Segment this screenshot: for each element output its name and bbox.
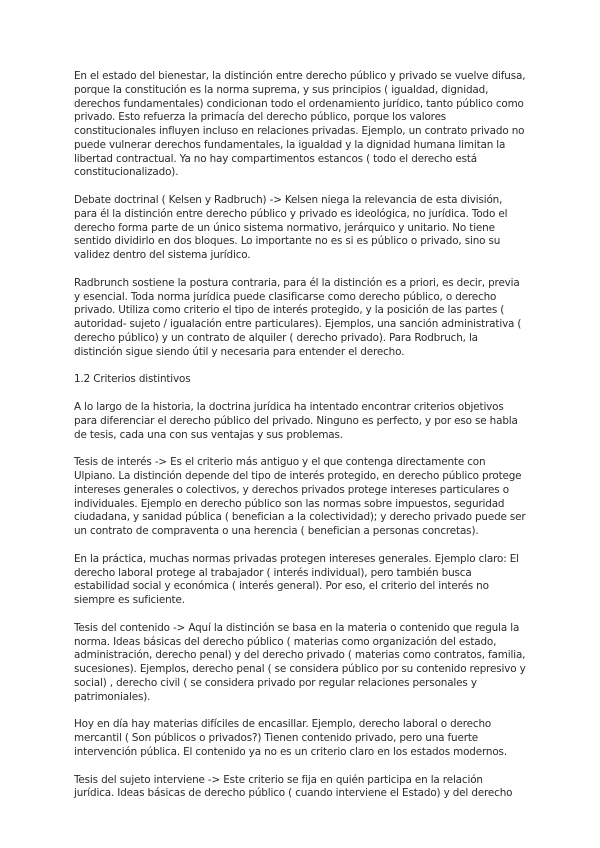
paragraph-history-criteria: A lo largo de la historia, la doctrina jurídica ha intentado encontrar criterios objetivos para diferenciar el derecho público del privado. Ninguno es perfecto, y por eso se habla de tesis, cada una con sus ventajas y sus problemas. <box>74 401 518 441</box>
paragraph-interest-practice: En la práctica, muchas normas privadas protegen intereses generales. Ejemplo claro: El derecho laboral protege al trabajador ( interés individual), pero también busca estabilidad social y económica ( interés general). Por eso, el criterio del interés no siempre es suficiente. <box>74 552 519 606</box>
paragraph-welfare-state: En el estado del bienestar, la distinción entre derecho público y privado se vuelve difusa, porque la constitución es la norma suprema, y sus principios ( igualdad, dignidad, derechos fundamentales) condicionan todo el ordenamiento jurídico, tanto público como privado. Esto refuerza la primacía del derecho público, porque los valores constitucionales influyen incluso en relaciones privadas. Ejemplo, un contrato privado no puede vulnerar derechos fundamentales, la igualdad y la dignidad humana limitan la libertad contractual. Ya no hay compartimentos estancos ( todo el derecho está constitucionalizado). <box>74 70 526 179</box>
paragraph-interest-thesis: Tesis de interés -> Es el criterio más antiguo y el que contenga directamente con Ulpiano. La distinción depende del tipo de interés protegido, en derecho público protege intereses generales o colectivos, y derechos privados protege intereses particulares o individuales. Ejemplo en derecho público son las normas sobre impuestos, seguridad ciudadana, y sanidad pública ( benefician a la colectividad); y derecho privado puede ser un contrato de compraventa o una herencia ( benefician a personas concretas). <box>74 456 526 537</box>
paragraph-kelsen-debate: Debate doctrinal ( Kelsen y Radbruch) -> Kelsen niega la relevancia de esta división, para él la distinción entre derecho público y privado es ideológica, no jurídica. Todo el derecho forma parte de un único sistema normativo, jerárquico y unitario. No tiene sentido dividirlo en dos bloques. Lo importante no es si es público o privado, sino su validez dentro del sistema jurídico. <box>74 194 508 261</box>
paragraph-content-thesis: Tesis del contenido -> Aquí la distinción se basa en la materia o contenido que regula la norma. Ideas básicas del derecho público ( materias como organización del estado, administración, derecho penal) y del derecho privado ( materias como contratos, familia, sucesiones). Ejemplos, derecho penal ( se considera público por su contenido represivo y social) , derecho civil ( se considera privado por regular relaciones personales y patrimoniales). <box>74 621 526 703</box>
paragraph-subject-thesis: Tesis del sujeto interviene -> Este criterio se fija en quién participa en la relación jurídica. Ideas básicas de derecho público ( cuando interviene el Estado) y del derecho <box>74 773 513 800</box>
document-page <box>74 70 526 815</box>
paragraph-content-difficult: Hoy en día hay materias difíciles de encasillar. Ejemplo, derecho laboral o derecho mercantil ( Son públicos o privados?) Tienen contenido privado, pero una fuerte intervención pública. El contenido ya no es un criterio claro en los estados modernos. <box>74 718 507 758</box>
section-heading: 1.2 Criterios distintivos <box>74 373 191 386</box>
paragraph-radbruch: Radbrunch sostiene la postura contraria, para él la distinción es a priori, es decir, previa y esencial. Toda norma jurídica puede clasificarse como derecho público, o derecho privado. Utiliza como criterio el tipo de interés protegido, y la posición de las partes ( autoridad- sujeto / igualación entre particulares). Ejemplos, una sanción administrativa ( derecho público) y un contrato de alquiler ( derecho privado). Para Rodbruch, la distinción sigue siendo útil y necesaria para entender el derecho. <box>74 276 522 358</box>
